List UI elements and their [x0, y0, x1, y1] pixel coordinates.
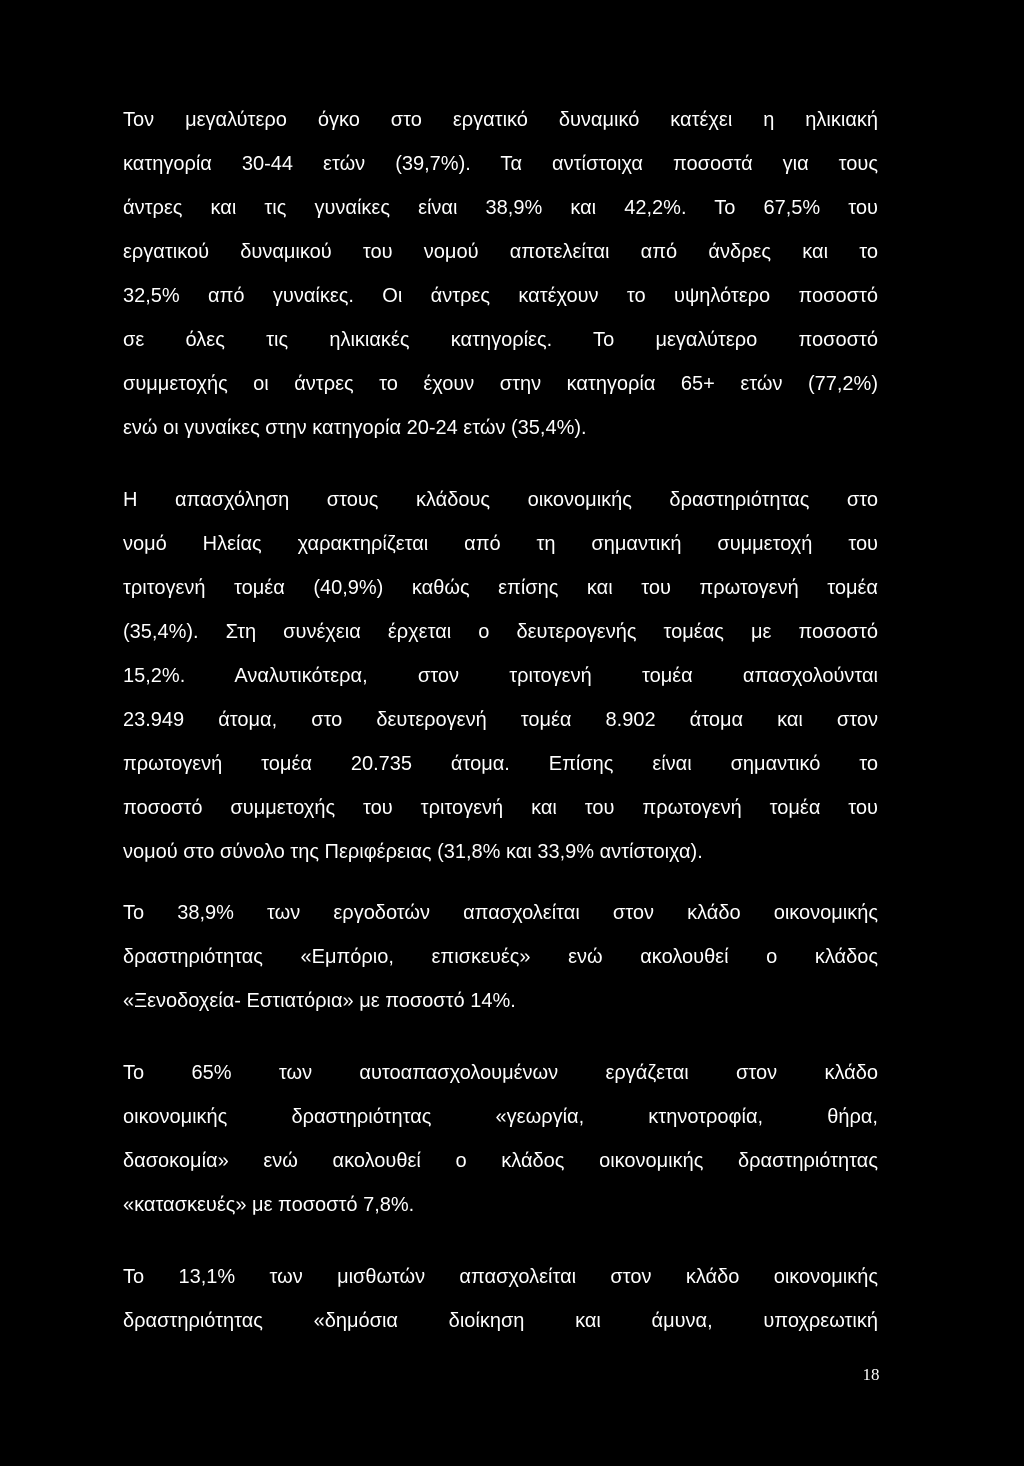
text-line: 23.949 άτομα, στο δευτερογενή τομέα 8.902 άτομα και στον [123, 709, 878, 731]
text-line: Η απασχόληση στους κλάδους οικονομικής δραστηριότητας στο [123, 489, 878, 511]
text-line: οικονομικής δραστηριότητας «γεωργία, κτηνοτροφία, θήρα, [123, 1106, 878, 1128]
text-line: Το 65% των αυτοαπασχολουμένων εργάζεται στον κλάδο [123, 1062, 878, 1084]
text-line: (35,4%). Στη συνέχεια έρχεται ο δευτερογενής τομέας με ποσοστό [123, 621, 878, 643]
text-line: δασοκομία» ενώ ακολουθεί ο κλάδος οικονομικής δραστηριότητας [123, 1150, 878, 1172]
text-line: Το 38,9% των εργοδοτών απασχολείται στον κλάδο οικονομικής [123, 902, 878, 924]
text-line: Τον μεγαλύτερο όγκο στο εργατικό δυναμικό κατέχει η ηλικιακή [123, 109, 878, 131]
text-line: «κατασκευές» με ποσοστό 7,8%. [123, 1194, 415, 1216]
text-line: «Ξενοδοχεία- Εστιατόρια» με ποσοστό 14%. [123, 990, 516, 1012]
text-line: σε όλες τις ηλικιακές κατηγορίες. Το μεγαλύτερο ποσοστό [123, 329, 878, 351]
paragraph-self-employed [123, 1051, 878, 1227]
text-line: συμμετοχής οι άντρες το έχουν στην κατηγορία 65+ ετών (77,2%) [123, 373, 878, 395]
text-line: Το 13,1% των μισθωτών απασχολείται στον κλάδο οικονομικής [123, 1266, 878, 1288]
text-line: κατηγορία 30-44 ετών (39,7%). Τα αντίστοιχα ποσοστά για τους [123, 153, 878, 175]
text-line: 15,2%. Αναλυτικότερα, στον τριτογενή τομέα απασχολούνται [123, 665, 878, 687]
text-line: ποσοστό συμμετοχής του τριτογενή και του πρωτογενή τομέα του [123, 797, 878, 819]
text-line: δραστηριότητας «δημόσια διοίκηση και άμυνα, υποχρεωτική [123, 1310, 878, 1332]
text-line: εργατικού δυναμικού του νομού αποτελείται από άνδρες και το [123, 241, 878, 263]
page-number: 18 [862, 1365, 880, 1384]
paragraph-employment-sectors [123, 478, 878, 874]
text-line: τριτογενή τομέα (40,9%) καθώς επίσης και του πρωτογενή τομέα [123, 577, 878, 599]
paragraph-labor-force-age [123, 98, 878, 450]
paragraph-employers [123, 891, 878, 1023]
text-line: άντρες και τις γυναίκες είναι 38,9% και 42,2%. Το 67,5% του [123, 197, 878, 219]
document-body [123, 98, 878, 1343]
paragraph-salaried-employees [123, 1255, 878, 1343]
text-line: 32,5% από γυναίκες. Οι άντρες κατέχουν το υψηλότερο ποσοστό [123, 285, 878, 307]
text-line: νομού στο σύνολο της Περιφέρειας (31,8% και 33,9% αντίστοιχα). [123, 841, 703, 863]
text-line: δραστηριότητας «Εμπόριο, επισκευές» ενώ ακολουθεί ο κλάδος [123, 946, 878, 968]
text-line: νομό Ηλείας χαρακτηρίζεται από τη σημαντική συμμετοχή του [123, 533, 878, 555]
text-line: ενώ οι γυναίκες στην κατηγορία 20-24 ετών (35,4%). [123, 417, 587, 439]
text-line: πρωτογενή τομέα 20.735 άτομα. Επίσης είναι σημαντικό το [123, 753, 878, 775]
